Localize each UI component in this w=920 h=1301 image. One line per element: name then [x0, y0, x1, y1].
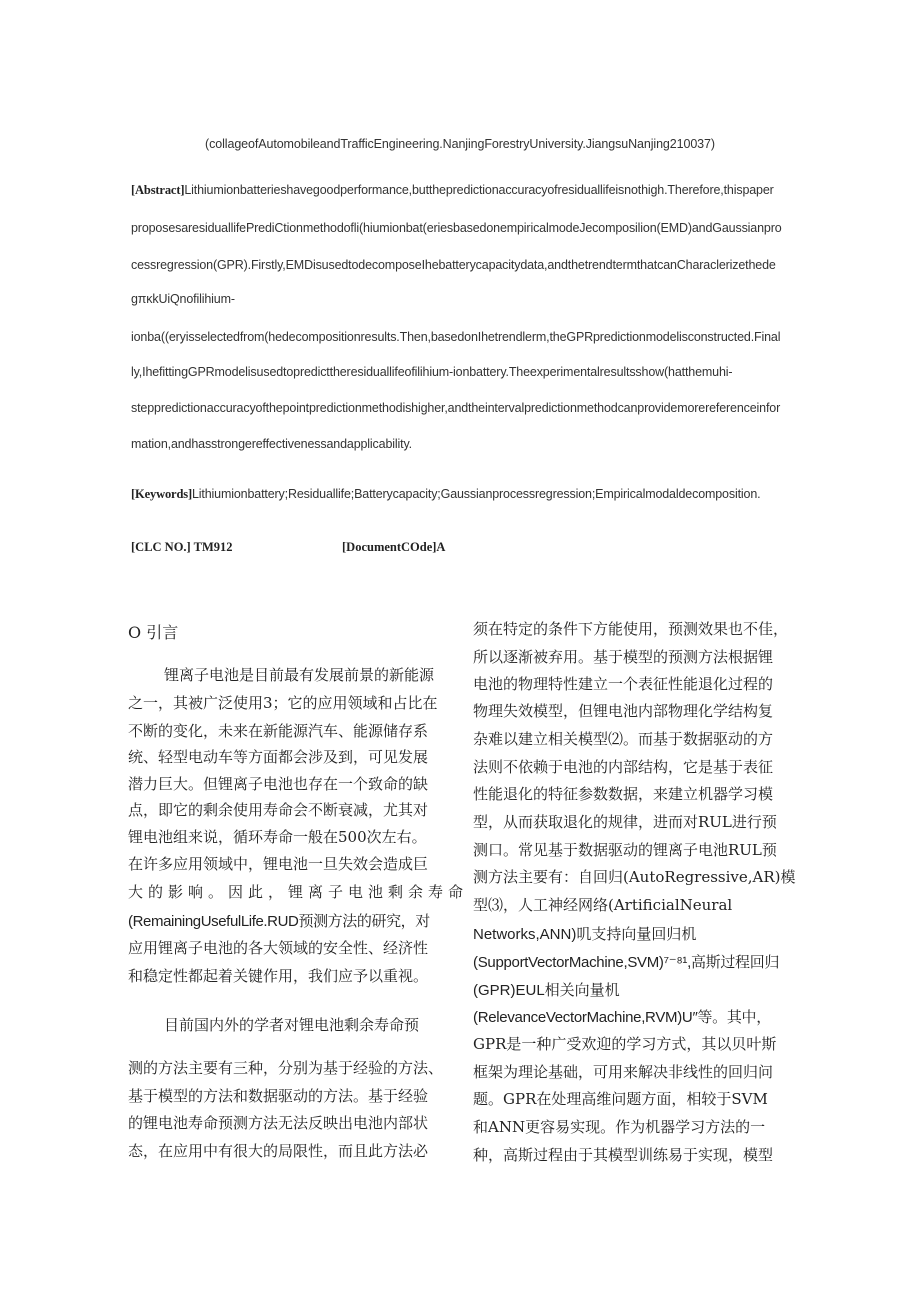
abstract-line-7: steppredictionaccuracyofthepointpredictionmethodishigher,andtheintervalpredictionmethodcanprovidemorereferenceinfor — [131, 401, 781, 415]
author-affiliation: (collageofAutomobileandTrafficEngineering.NanjingForestryUniversity.JiangsuNanjing210037) — [205, 137, 715, 151]
right-line: 法则不依赖于电池的内部结构，它是基于表征 — [473, 758, 774, 776]
clc-number: [CLC NO.] TM912 — [131, 540, 233, 554]
abstract-line-6: ly,IhefittingGPRmodelisusedtopredicttheresiduallifeofilihium-ionbattery.Theexperimentalresultsshow(hatthemuhi- — [131, 365, 733, 379]
left-line: 点，即它的剩余使用寿命会不断衰减，尤其对 — [128, 801, 429, 819]
section-title: O 引言 — [128, 623, 179, 642]
right-line: 种，高斯过程由于其模型训练易于实现，模型 — [473, 1146, 774, 1164]
right-line: 性能退化的特征参数数据，来建立机器学习模 — [473, 785, 774, 803]
right-line: 杂难以建立相关模型⑵。而基于数据驱动的方 — [473, 730, 774, 748]
right-line: 框架为理论基础，可用来解决非线性的回归问 — [473, 1063, 774, 1081]
right-line: 物理失效模型，但锂电池内部物理化学结构复 — [473, 702, 774, 720]
left-line: 应用锂离子电池的各大领域的安全性、经济性 — [128, 939, 429, 957]
keywords-label: [Keywords] — [131, 487, 192, 501]
right-line: 须在特定的条件下方能使用，预测效果也不佳， — [473, 620, 789, 638]
left-line: 潜力巨大。但锂离子电池也存在一个致命的缺 — [128, 775, 429, 793]
right-line: 型⑶，人工神经网络(ArtificialNeural — [473, 896, 733, 914]
keywords-text: Lithiumionbattery;Residuallife;Batterycapacity;Gaussianprocessregression;Empiricalmodaldecomposition. — [192, 487, 761, 501]
left-line: 目前国内外的学者对锂电池剩余寿命预 — [164, 1016, 420, 1034]
abstract-line-2: proposesaresiduallifePrediCtionmethodofli(hiumionbat(eriesbasedonempiricalmodeJecomposilion(EMD)andGaussianpro — [131, 221, 782, 235]
left-line: 和稳定性都起着关键作用，我们应予以重视。 — [128, 967, 429, 985]
abstract-line-4: gπκkUiQnofilihium- — [131, 292, 235, 306]
right-line: Networks,ANN)叽支持向量回归机 — [473, 926, 697, 943]
right-line: 测方法主要有：自回归(AutoRegressive,AR)模 — [473, 868, 796, 886]
left-line: 大的影响。因此，锂离子电池剩余寿命 — [128, 883, 469, 901]
abstract-label: [Abstract] — [131, 183, 185, 197]
right-line: (GPR)EUL相关向量机 — [473, 982, 620, 999]
left-line: (RemainingUsefulLife.RUD预测方法的研究，对 — [128, 913, 430, 930]
left-line: 的锂电池寿命预测方法无法反映出电池内部状 — [128, 1114, 429, 1132]
right-line: (RelevanceVectorMachine,RVM)U″等。其中， — [473, 1009, 771, 1026]
right-line: GPR是一种广受欢迎的学习方式，其以贝叶斯 — [473, 1035, 777, 1053]
right-line: 所以逐渐被弃用。基于模型的预测方法根据锂 — [473, 648, 774, 666]
right-line: 和ANN更容易实现。作为机器学习方法的一 — [473, 1118, 766, 1136]
left-line: 在许多应用领域中，锂电池一旦失效会造成巨 — [128, 855, 429, 873]
right-line: 题。GPR在处理高维问题方面，相较于SVM — [473, 1090, 768, 1108]
abstract-line-8: mation,andhasstrongereffectivenessandapplicability. — [131, 437, 412, 451]
left-line: 测的方法主要有三种，分别为基于经验的方法、 — [128, 1059, 444, 1077]
abstract-text: Lithiumionbatterieshavegoodperformance,butthepredictionaccuracyofresiduallifeisnothigh.Therefore,thispaper — [184, 183, 774, 197]
right-line: 型，从而获取退化的规律，进而对RUL进行预 — [473, 813, 777, 831]
left-line: 统、轻型电动车等方面都会涉及到，可见发展 — [128, 748, 429, 766]
left-line: 不断的变化，未来在新能源汽车、能源储存系 — [128, 722, 429, 740]
right-line: 测口。常见基于数据驱动的锂离子电池RUL预 — [473, 841, 777, 859]
right-line: 电池的物理特性建立一个表征性能退化过程的 — [473, 675, 774, 693]
left-line: 态，在应用中有很大的局限性，而且此方法必 — [128, 1142, 429, 1160]
left-line: 锂电池组来说，循环寿命一般在500次左右。 — [128, 828, 427, 846]
abstract-line-3: cessregression(GPR).Firstly,EMDisusedtodecomposeIhebatterycapacitydata,andthetrendtermthatcanCharaclerizethede — [131, 258, 776, 272]
right-column — [473, 0, 803, 1301]
left-line: 锂离子电池是目前最有发展前景的新能源 — [164, 666, 435, 684]
left-line: 基于模型的方法和数据驱动的方法。基于经验 — [128, 1087, 429, 1105]
left-line: 之一，其被广泛使用3；它的应用领域和占比在 — [128, 694, 438, 712]
abstract-line-5: ionba((eryisselectedfrom(hedecompositionresults.Then,basedonIhetrendlerm,theGPRpredictionmodelisconstructed.Final — [131, 330, 781, 344]
right-line: (SupportVectorMachine,SVM)⁷⁻⁸¹,高斯过程回归 — [473, 954, 780, 971]
document-code: [DocumentCOde]A — [342, 540, 446, 554]
